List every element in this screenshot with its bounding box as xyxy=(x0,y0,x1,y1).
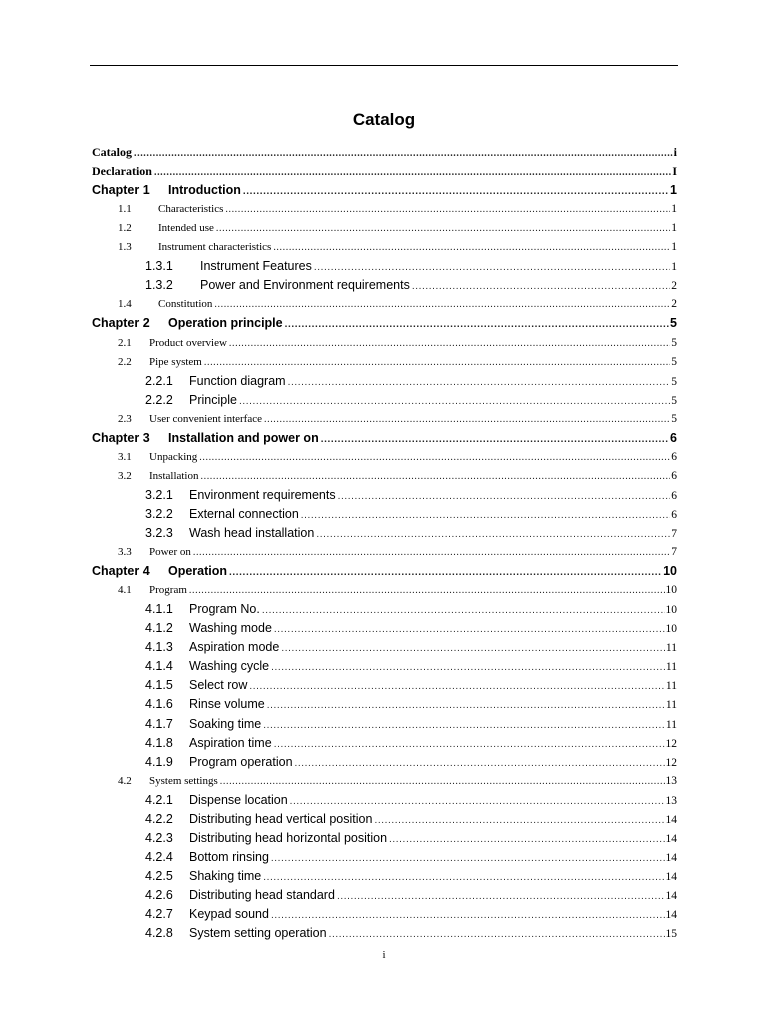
dot-leader xyxy=(288,373,671,392)
toc-entry[interactable] xyxy=(118,238,677,257)
toc-entry-label: Power and Environment requirements xyxy=(200,278,410,293)
toc-entry[interactable] xyxy=(145,886,677,905)
toc-entry-number: 4.1 xyxy=(118,584,132,597)
dot-leader xyxy=(204,353,670,372)
toc-entry[interactable] xyxy=(145,753,677,772)
toc-entry-number: 1.2 xyxy=(118,222,132,235)
toc-entry-number: 1.3 xyxy=(118,241,132,254)
toc-entry-page: 10 xyxy=(665,623,677,636)
toc-entry-label: Intended use xyxy=(158,222,214,235)
toc-entry-number: 4.1.9 xyxy=(145,754,173,769)
dot-leader xyxy=(273,238,670,257)
toc-entry[interactable] xyxy=(92,181,677,200)
dot-leader xyxy=(271,658,665,677)
toc-entry-label: Function diagram xyxy=(189,373,286,388)
toc-entry-page: 14 xyxy=(665,870,677,883)
dot-leader xyxy=(225,200,670,219)
toc-entry-page: 5 xyxy=(671,336,677,349)
toc-entry-number: 1.3.1 xyxy=(145,259,173,274)
toc-entry-label: Dispense location xyxy=(189,792,288,807)
toc-entry-number: Chapter 2 xyxy=(92,316,150,331)
toc-entry-page: 6 xyxy=(671,450,677,463)
dot-leader xyxy=(295,754,665,773)
toc-entry-label: Unpacking xyxy=(149,450,198,463)
dot-leader xyxy=(338,487,671,506)
page-number-footer: i xyxy=(382,949,386,961)
toc-entry-number: 4.2.3 xyxy=(145,830,173,845)
toc-entry-label: Washing cycle xyxy=(189,659,270,674)
toc-entry-page: 12 xyxy=(665,737,677,750)
toc-entry-page: 6 xyxy=(671,469,677,482)
toc-entry-label: Aspiration mode xyxy=(189,640,280,655)
toc-entry-number: 2.2.2 xyxy=(145,392,173,407)
toc-entry[interactable] xyxy=(118,467,677,486)
toc-entry-page: 12 xyxy=(665,756,677,769)
toc-entry-label: Program xyxy=(149,584,187,597)
dot-leader xyxy=(290,792,665,811)
dot-leader xyxy=(337,887,665,906)
toc-entry[interactable] xyxy=(145,505,677,524)
toc-entry-page: 14 xyxy=(665,851,677,864)
toc-entry[interactable] xyxy=(118,772,677,791)
dot-leader xyxy=(389,830,664,849)
dot-leader xyxy=(193,543,670,562)
toc-entry[interactable] xyxy=(145,867,677,886)
toc-entry-number: 1.1 xyxy=(118,203,132,216)
toc-entry-number: 3.2 xyxy=(118,469,132,482)
toc-entry-number: 3.1 xyxy=(118,450,132,463)
toc-entry-number: 2.1 xyxy=(118,336,132,349)
toc-entry[interactable] xyxy=(145,905,677,924)
toc-entry-label: Select row xyxy=(189,678,248,693)
toc-entry-page: 1 xyxy=(670,183,677,198)
toc-entry-page: 5 xyxy=(671,355,677,368)
toc-entry-label: Keypad sound xyxy=(189,907,269,921)
toc-entry-label: System setting operation xyxy=(189,926,327,941)
toc-entry[interactable] xyxy=(145,715,677,734)
toc-entry[interactable] xyxy=(145,829,677,848)
toc-entry[interactable] xyxy=(92,562,677,581)
toc-entry-label: Instrument characteristics xyxy=(158,241,272,254)
dot-leader xyxy=(316,525,670,544)
toc-entry-page: 10 xyxy=(663,564,677,579)
toc-entry[interactable] xyxy=(145,524,677,543)
toc-entry-page: 7 xyxy=(671,528,677,540)
toc-entry[interactable] xyxy=(145,391,677,410)
toc-entry[interactable] xyxy=(145,791,677,810)
toc-entry[interactable] xyxy=(145,372,677,391)
dot-leader xyxy=(264,410,670,429)
toc-entry[interactable] xyxy=(145,924,677,943)
toc-entry[interactable] xyxy=(145,734,677,753)
toc-entry-page: i xyxy=(673,145,677,159)
toc-entry-number: 4.2.4 xyxy=(145,849,173,864)
toc-entry-number: 4.1.7 xyxy=(145,716,173,731)
toc-entry-label: External connection xyxy=(189,506,299,521)
toc-entry-number: 2.3 xyxy=(118,412,132,425)
toc-entry-label: Distributing head vertical position xyxy=(189,811,373,826)
toc-entry-label: Introduction xyxy=(168,183,241,198)
toc-entry-page: 5 xyxy=(670,316,677,331)
toc-entry-number: Chapter 4 xyxy=(92,564,150,579)
toc-entry[interactable] xyxy=(118,353,677,372)
toc-entry-page: 1 xyxy=(671,261,677,274)
toc-entry-label: Instrument Features xyxy=(200,259,312,274)
dot-leader xyxy=(285,315,669,334)
toc-entry[interactable] xyxy=(118,410,677,429)
toc-entry-page: 11 xyxy=(665,680,677,693)
dot-leader xyxy=(267,696,665,715)
toc-entry[interactable] xyxy=(92,143,677,162)
toc-entry-page: 6 xyxy=(671,508,677,521)
toc-entry[interactable] xyxy=(145,600,677,619)
toc-entry-number: 4.1.4 xyxy=(145,659,173,674)
toc-entry-page: 14 xyxy=(665,832,677,845)
toc-entry[interactable] xyxy=(118,200,677,219)
toc-entry[interactable] xyxy=(145,676,677,695)
toc-entry-number: 1.4 xyxy=(118,298,132,311)
toc-entry-number: 3.2.3 xyxy=(145,526,173,540)
toc-entry-page: 14 xyxy=(665,909,677,921)
toc-entry-page: 5 xyxy=(671,375,677,388)
toc-entry[interactable] xyxy=(92,429,677,448)
toc-entry-label: Distributing head standard xyxy=(189,887,335,902)
toc-entry-page: 11 xyxy=(665,699,677,712)
dot-leader xyxy=(412,277,670,296)
toc-entry[interactable] xyxy=(145,638,677,657)
dot-leader xyxy=(249,677,665,696)
toc-entry[interactable] xyxy=(118,448,677,467)
toc-entry-number: Chapter 1 xyxy=(92,183,150,198)
toc-entry[interactable] xyxy=(118,219,677,238)
dot-leader xyxy=(271,849,665,868)
toc-entry[interactable] xyxy=(145,257,677,276)
toc-entry[interactable] xyxy=(145,619,677,638)
toc-entry-label: Bottom rinsing xyxy=(189,849,269,864)
toc-entry-page: 1 xyxy=(671,222,677,235)
toc-entry[interactable] xyxy=(118,295,677,314)
toc-entry-label: Declaration xyxy=(92,164,152,179)
toc-entry-number: 3.2.2 xyxy=(145,506,173,521)
dot-leader xyxy=(374,811,664,830)
toc-entry-number: 4.2.7 xyxy=(145,907,173,921)
toc-entry-number: 4.2.5 xyxy=(145,868,173,883)
toc-entry-label: Installation and power on xyxy=(168,430,319,445)
toc-entry-label: Program operation xyxy=(189,754,293,769)
toc-entry-label: Characteristics xyxy=(158,203,224,216)
dot-leader xyxy=(243,182,669,201)
toc-entry-number: 3.2.1 xyxy=(145,487,173,502)
toc-entry[interactable] xyxy=(92,314,677,333)
toc-entry-label: Product overview xyxy=(149,336,227,349)
toc-entry-number: 4.2.1 xyxy=(145,792,173,807)
toc-entry-label: Wash head installation xyxy=(189,526,315,540)
toc-entry-number: 4.1.6 xyxy=(145,697,173,712)
toc-entry[interactable] xyxy=(92,162,677,181)
toc-entry-page: 1 xyxy=(671,241,677,254)
toc-entry-label: Distributing head horizontal position xyxy=(189,830,388,845)
toc-entry-label: Soaking time xyxy=(189,716,262,731)
dot-leader xyxy=(329,925,665,944)
toc-entry-page: 6 xyxy=(670,430,677,445)
page-title: Catalog xyxy=(352,110,416,129)
toc-entry[interactable] xyxy=(145,276,677,295)
toc-entry-page: 14 xyxy=(665,813,677,826)
dot-leader xyxy=(189,581,665,600)
toc-entry[interactable] xyxy=(145,657,677,676)
toc-entry-number: 1.3.2 xyxy=(145,278,173,293)
toc-entry-label: Operation principle xyxy=(168,316,283,331)
toc-entry[interactable] xyxy=(145,810,677,829)
dot-leader xyxy=(262,601,665,620)
dot-leader xyxy=(229,563,662,582)
toc-entry-page: I xyxy=(672,164,677,179)
dot-leader xyxy=(263,868,664,887)
toc-entry[interactable] xyxy=(118,334,677,353)
toc-entry-page: 1 xyxy=(671,203,677,216)
toc-entry-page: 11 xyxy=(665,642,677,655)
toc-entry-page: 15 xyxy=(665,928,677,941)
toc-entry-page: 11 xyxy=(665,718,677,731)
toc-entry-label: Aspiration time xyxy=(189,735,272,750)
dot-leader xyxy=(263,716,665,735)
toc-entry-number: 4.2 xyxy=(118,774,132,787)
toc-entry-page: 2 xyxy=(671,298,677,311)
toc-entry-label: Pipe system xyxy=(149,355,202,368)
toc-entry[interactable] xyxy=(145,486,677,505)
toc-entry-label: Rinse volume xyxy=(189,697,265,712)
dot-leader xyxy=(274,620,665,639)
toc-entry-page: 10 xyxy=(665,604,677,617)
toc-entry[interactable] xyxy=(145,848,677,867)
toc-entry-label: Environment requirements xyxy=(189,487,336,502)
toc-entry[interactable] xyxy=(145,695,677,714)
dot-leader xyxy=(154,163,671,182)
dot-leader xyxy=(229,334,670,353)
toc-entry-label: Catalog xyxy=(92,145,132,159)
dot-leader xyxy=(199,448,670,467)
toc-entry-number: 4.1.2 xyxy=(145,621,173,636)
toc-entry-label: System settings xyxy=(149,774,218,787)
toc-entry-number: Chapter 3 xyxy=(92,430,150,445)
toc-entry-label: Operation xyxy=(168,564,228,579)
dot-leader xyxy=(314,258,670,277)
toc-entry-page: 7 xyxy=(671,546,677,559)
dot-leader xyxy=(301,506,670,525)
dot-leader xyxy=(201,467,671,486)
dot-leader xyxy=(216,219,670,238)
dot-leader xyxy=(134,144,673,163)
toc-entry[interactable] xyxy=(118,543,677,562)
dot-leader xyxy=(214,295,670,314)
dot-leader xyxy=(220,772,665,791)
toc-entry-number: 2.2.1 xyxy=(145,373,173,388)
toc-entry-number: 4.1.3 xyxy=(145,640,173,655)
toc-entry-page: 2 xyxy=(671,280,677,293)
toc-entry-page: 6 xyxy=(671,489,677,502)
dot-leader xyxy=(271,906,665,925)
toc-entry-page: 5 xyxy=(671,394,677,407)
toc-entry-label: Constitution xyxy=(158,298,213,311)
toc-entry-label: User convenient interface xyxy=(149,412,262,425)
toc-entry-label: Principle xyxy=(189,392,237,407)
toc-entry-number: 4.1.5 xyxy=(145,678,173,693)
toc-entry-number: 4.1.8 xyxy=(145,735,173,750)
toc-entry-page: 11 xyxy=(665,661,677,674)
toc-entry-number: 2.2 xyxy=(118,355,132,368)
toc-entry-number: 4.2.6 xyxy=(145,887,173,902)
toc-entry-page: 13 xyxy=(665,794,677,807)
toc-entry-number: 4.1.1 xyxy=(145,602,173,617)
toc-entry-page: 10 xyxy=(665,584,677,597)
toc-entry-page: 5 xyxy=(671,412,677,425)
toc-entry-number: 4.2.2 xyxy=(145,811,173,826)
toc-entry-label: Shaking time xyxy=(189,868,262,883)
toc-entry-number: 3.3 xyxy=(118,546,132,559)
toc-entry-label: Installation xyxy=(149,469,199,482)
toc-entry-number: 4.2.8 xyxy=(145,926,173,941)
toc-entry-label: Washing mode xyxy=(189,621,272,636)
toc-entry-page: 14 xyxy=(665,889,677,902)
dot-leader xyxy=(274,735,665,754)
toc-entry-label: Power on xyxy=(149,546,191,559)
dot-leader xyxy=(239,392,670,411)
dot-leader xyxy=(321,430,669,449)
toc-entry-page: 13 xyxy=(665,774,677,787)
toc-entry[interactable] xyxy=(118,581,677,600)
toc-entry-label: Program No. xyxy=(189,602,260,617)
dot-leader xyxy=(281,639,665,658)
